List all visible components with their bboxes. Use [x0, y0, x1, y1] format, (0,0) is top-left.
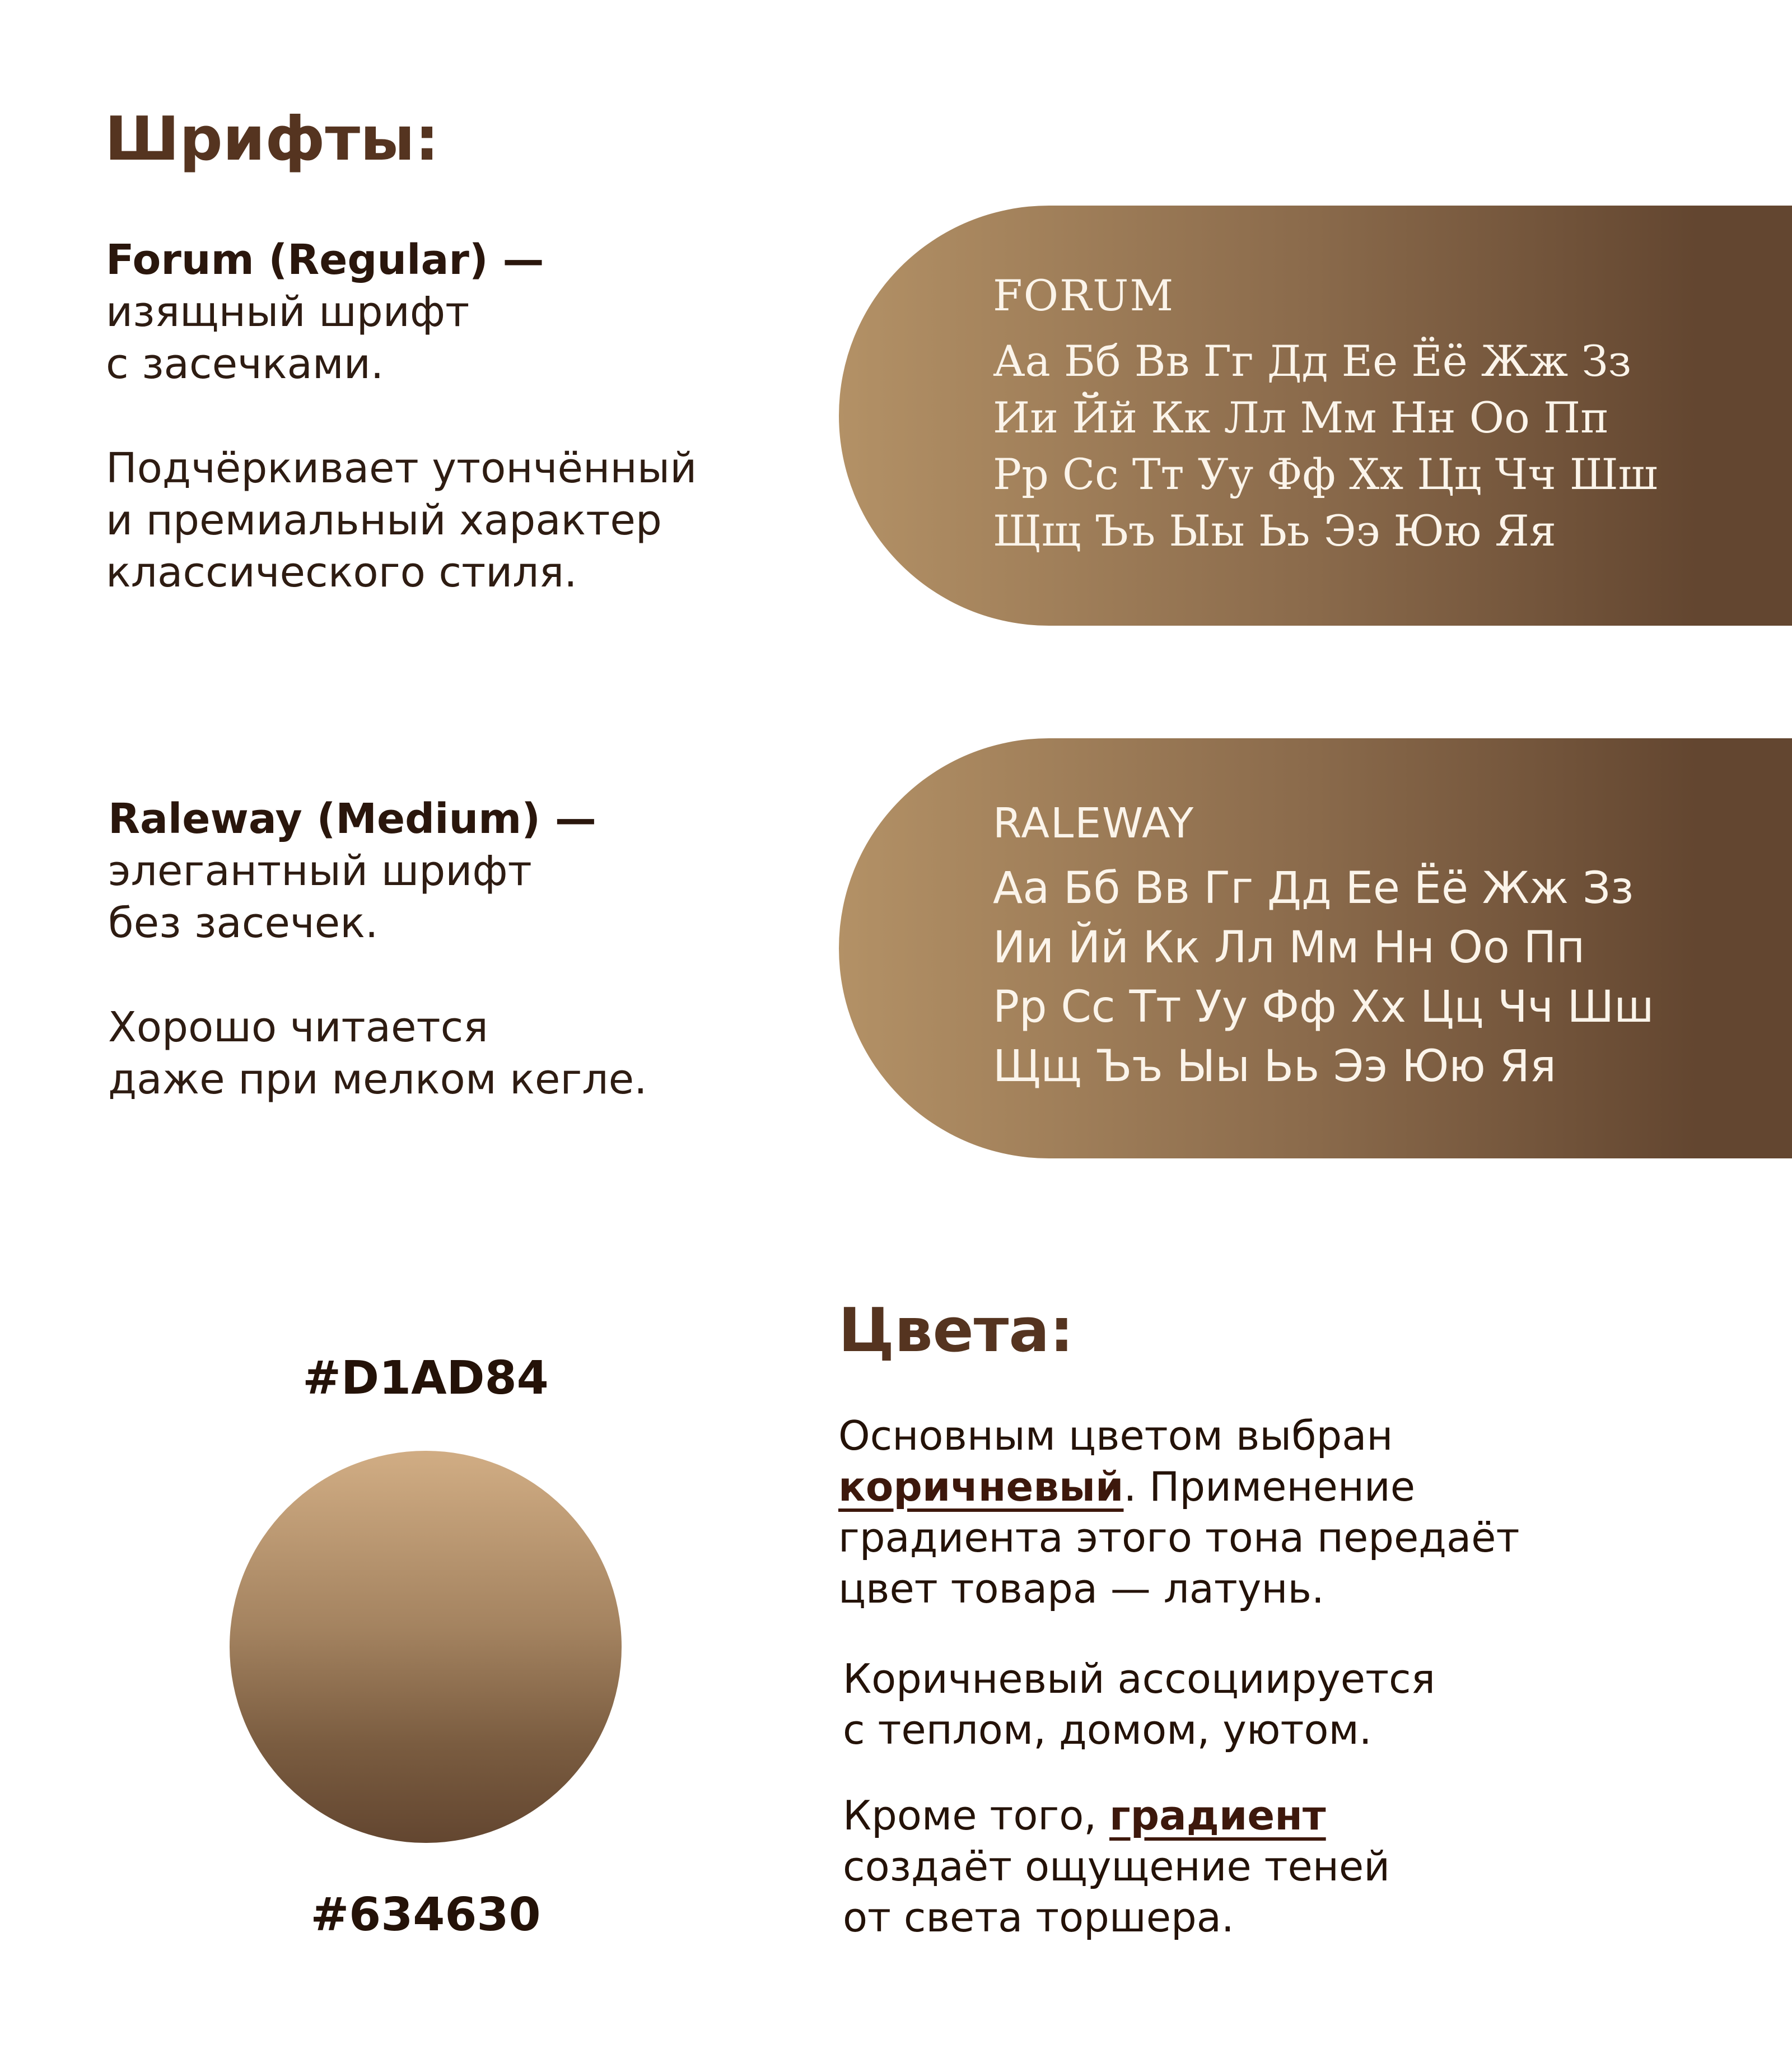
- forum-alphabet-row: Аа Бб Вв Гг Дд Ее Ёё Жж Зз: [993, 336, 1632, 386]
- colors-text-line: цвет товара — латунь.: [838, 1565, 1324, 1612]
- forum-sample-card: [839, 206, 1792, 626]
- raleway-desc-line: без засечек.: [108, 899, 379, 947]
- colors-paragraph-2: [843, 1654, 1435, 1756]
- gradient-swatch: [230, 1451, 622, 1843]
- raleway-alphabet-row: Щщ Ъъ Ыы Ьь Ээ Юю Яя: [993, 1041, 1556, 1092]
- colors-text-line: с теплом, домом, уютом.: [843, 1706, 1372, 1753]
- forum-detail-line: и премиальный характер: [106, 496, 662, 544]
- colors-text-line: [838, 1461, 1519, 1512]
- raleway-sample-title: RALEWAY: [993, 799, 1195, 848]
- colors-paragraph-3: [843, 1790, 1390, 1943]
- forum-description: [106, 234, 697, 599]
- raleway-desc-line: элегантный шрифт: [108, 847, 532, 895]
- forum-desc-line: с засечками.: [106, 340, 384, 388]
- colors-text-line: от света торшера.: [843, 1894, 1234, 1941]
- forum-font-name: Forum (Regular) —: [106, 236, 544, 284]
- raleway-alphabet-row: Ии Йй Кк Лл Мм Нн Оо Пп: [993, 923, 1585, 973]
- raleway-sample-content: [993, 799, 1654, 1096]
- raleway-alphabet-row: Рр Сс Тт Уу Фф Хх Цц Чч Шш: [993, 982, 1654, 1032]
- raleway-detail-line: даже при мелком кегле.: [108, 1055, 647, 1104]
- fonts-heading: Шрифты:: [105, 104, 440, 174]
- bottom-hex-label: #634630: [310, 1888, 541, 1941]
- forum-detail-line: классического стиля.: [106, 548, 577, 597]
- forum-alphabet-row: Рр Сс Тт Уу Фф Хх Цц Чч Шш: [993, 449, 1658, 499]
- forum-desc-line: изящный шрифт: [106, 288, 470, 336]
- emphasis-brown: коричневый: [838, 1463, 1124, 1510]
- forum-sample-title: FORUM: [993, 271, 1175, 320]
- raleway-sample-card: [839, 738, 1792, 1158]
- colors-text-fragment: Кроме того,: [843, 1792, 1110, 1839]
- colors-paragraph-1: [838, 1410, 1519, 1614]
- colors-text-fragment: . Применение: [1123, 1463, 1416, 1510]
- colors-text-line: градиента этого тона передаёт: [838, 1514, 1520, 1561]
- colors-text-line: Коричневый ассоциируется: [843, 1655, 1435, 1702]
- raleway-detail-line: Хорошо читается: [108, 1003, 488, 1051]
- colors-text-line: создаёт ощущение теней: [843, 1843, 1390, 1890]
- colors-text-line: Основным цветом выбран: [838, 1412, 1393, 1459]
- forum-detail-line: Подчёркивает утончённый: [106, 444, 697, 492]
- colors-heading: Цвета:: [838, 1296, 1074, 1366]
- top-hex-label: #D1AD84: [302, 1352, 549, 1405]
- forum-alphabet-row: Щщ Ъъ Ыы Ьь Ээ Юю Яя: [993, 506, 1556, 556]
- raleway-font-name: Raleway (Medium) —: [108, 795, 596, 843]
- colors-text-line: [843, 1790, 1390, 1841]
- raleway-description: [108, 793, 647, 1106]
- emphasis-gradient: градиент: [1109, 1792, 1326, 1839]
- raleway-alphabet-row: Аа Бб Вв Гг Дд Ее Ёё Жж Зз: [993, 863, 1634, 914]
- forum-sample-content: [993, 271, 1658, 559]
- forum-alphabet-row: Ии Йй Кк Лл Мм Нн Оо Пп: [993, 393, 1609, 443]
